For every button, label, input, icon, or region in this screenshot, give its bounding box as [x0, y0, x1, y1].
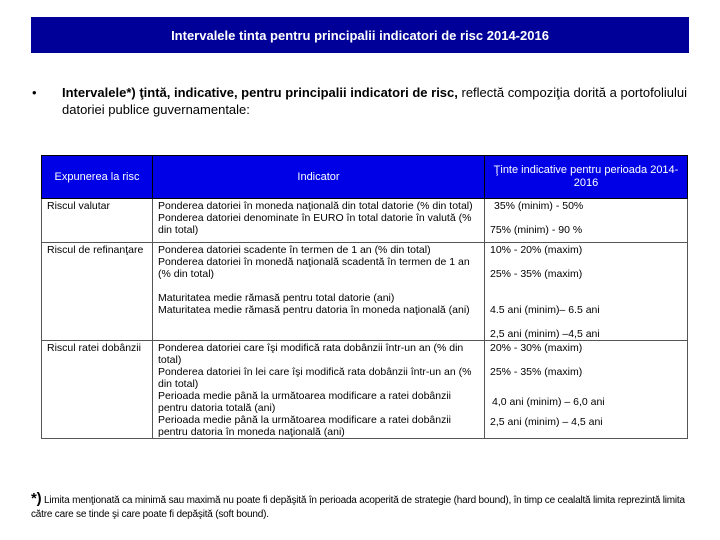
- target-item: 20% - 30% (maxim): [490, 342, 583, 354]
- indicator-item: Ponderea datoriei scadente în termen de 1 an (% din total): [158, 244, 431, 256]
- target-item: 25% - 35% (maxim): [490, 366, 583, 378]
- target-cell: [485, 243, 688, 341]
- indicator-item: Ponderea datoriei în lei care îşi modifică rata dobânzii într-un an (% din total): [158, 366, 472, 390]
- target-item: 2,5 ani (minim) – 4,5 ani: [490, 416, 603, 428]
- risk-cell: Riscul ratei dobânzii: [42, 341, 153, 439]
- risk-indicators-table: [41, 155, 687, 439]
- bullet-icon: •: [32, 85, 37, 100]
- header-indicator: Indicator: [153, 156, 485, 199]
- indicator-item: Ponderea datoriei denominate în EURO în total datorie în valută (% din total): [158, 212, 472, 236]
- table-header-row: [42, 156, 688, 199]
- indicator-cell: [153, 243, 485, 341]
- indicator-cell: [153, 199, 485, 243]
- footnote-text: Limita menţionată ca minimă sau maximă nu poate fi depăşită în perioada acoperită de strategie (hard bound), în timp ce cealaltă limita reprezintă limita către care se tinde şi care poate fi depăşită (soft bound).: [31, 495, 685, 520]
- footnote-marker: *): [31, 490, 42, 507]
- indicator-item: Ponderea datoriei care îşi modifică rata dobânzii într-un an (% din total): [158, 342, 464, 366]
- target-item: 25% - 35% (maxim): [490, 268, 583, 280]
- table-row: [42, 341, 688, 439]
- footnote: [31, 492, 696, 522]
- bullet-text: [62, 84, 692, 118]
- target-item: 2,5 ani (minim) –4,5 ani: [490, 328, 600, 340]
- target-item: 75% (minim) - 90 %: [490, 224, 583, 236]
- table-row: [42, 243, 688, 341]
- slide-title: Intervalele tinta pentru principalii indicatori de risc 2014-2016: [171, 27, 549, 43]
- indicator-item: Ponderea datoriei în monedă naţională scadentă în termen de 1 an (% din total): [158, 256, 470, 280]
- indicator-item: Perioada medie până la următoarea modificare a ratei dobânzii pentru datoria în moneda naţională (ani): [158, 414, 452, 438]
- indicator-item: Maturitatea medie rămasă pentru datoria în moneda naţională (ani): [158, 304, 470, 316]
- target-cell: [485, 341, 688, 439]
- table-row: [42, 199, 688, 243]
- target-cell: [485, 199, 688, 243]
- bullet-bold-text: Intervalele*) ţintă, indicative, pentru principalii indicatori de risc,: [62, 85, 458, 100]
- indicator-item: Ponderea datoriei în moneda naţională din total datorie (% din total): [158, 200, 473, 212]
- target-item: 4,0 ani (minim) – 6,0 ani: [492, 396, 605, 408]
- indicator-item: Maturitatea medie rămasă pentru total datorie (ani): [158, 292, 395, 304]
- target-item: 10% - 20% (maxim): [490, 244, 583, 256]
- indicator-cell: [153, 341, 485, 439]
- target-item: 4.5 ani (minim)– 6.5 ani: [490, 304, 600, 316]
- risk-cell: Riscul valutar: [42, 199, 153, 243]
- header-risk-exposure: Expunerea la risc: [42, 156, 153, 199]
- target-item: 35% (minim) - 50%: [494, 200, 584, 212]
- bullet-normal-text: reflectă compoziţia dorită a portofoliului datoriei publice guvernamentale:: [62, 85, 687, 117]
- risk-cell: Riscul de refinanţare: [42, 243, 153, 341]
- indicator-item: Perioada medie până la următoarea modificare a ratei dobânzii pentru datoria totală (ani): [158, 390, 452, 414]
- slide-title-bar: [31, 17, 689, 53]
- header-targets: Ţinte indicative pentru perioada 2014-2016: [485, 156, 688, 199]
- intro-bullet: [32, 84, 692, 118]
